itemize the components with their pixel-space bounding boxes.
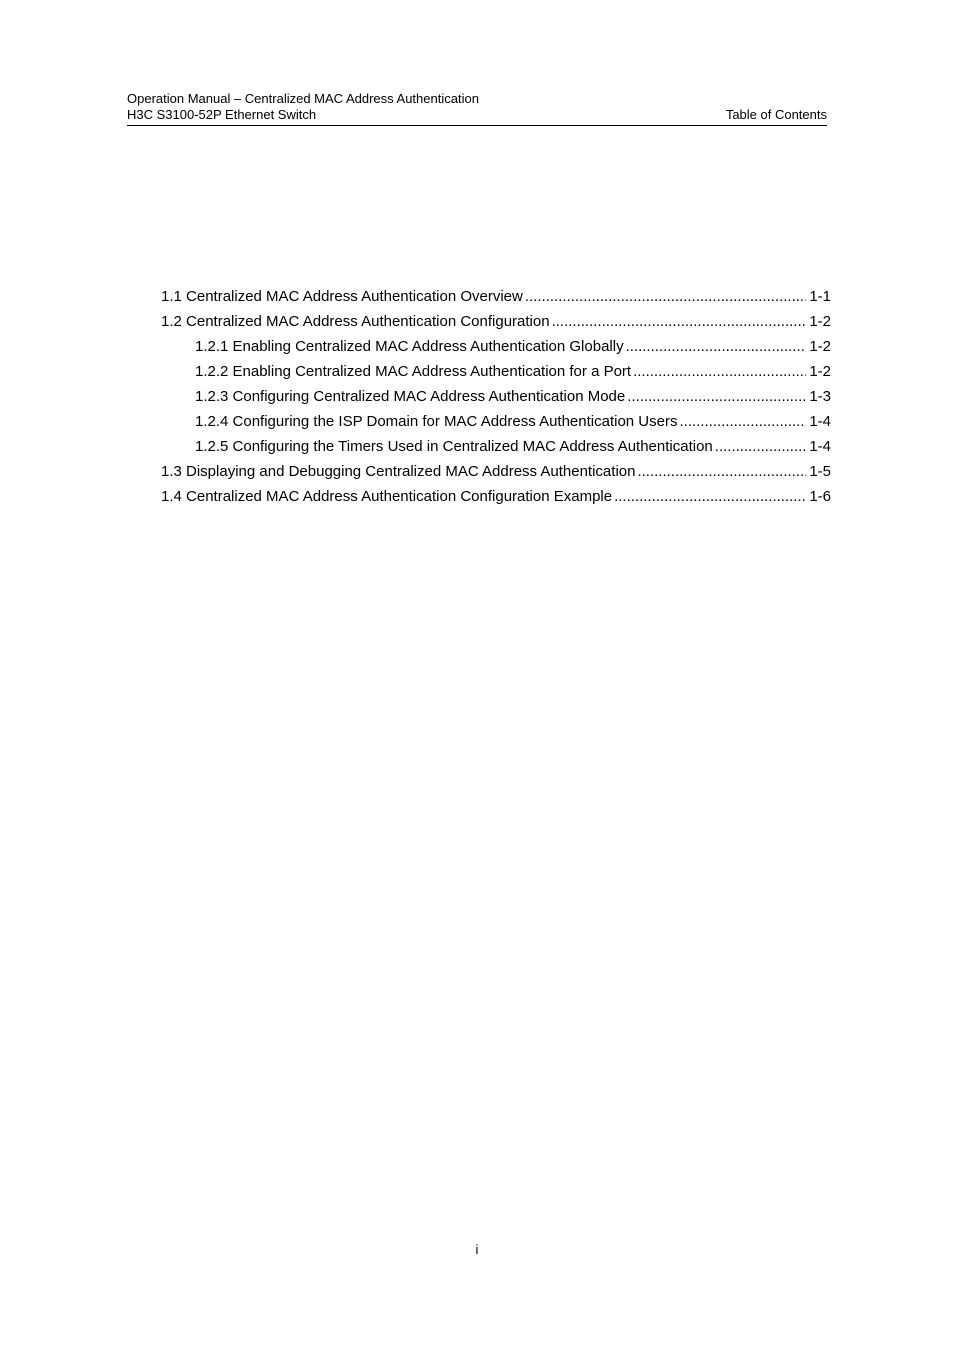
toc-entry[interactable] [161,337,831,362]
toc-entry[interactable] [161,387,831,412]
toc-entry[interactable] [161,312,831,337]
toc-dot-leader [552,312,807,332]
toc-entry[interactable] [161,487,831,512]
toc-entry[interactable] [161,437,831,462]
toc-entry-title: 1.1 Centralized MAC Address Authentication Overview [161,288,523,305]
toc-entry-title: 1.2.1 Enabling Centralized MAC Address Authentication Globally [195,338,624,355]
toc-dot-leader [679,412,806,432]
toc-entry-title: 1.2.2 Enabling Centralized MAC Address Authentication for a Port [195,363,632,380]
manual-title: Operation Manual – Centralized MAC Address Authentication [127,91,479,106]
toc-dot-leader [614,487,806,507]
toc-entry-title: 1.2.3 Configuring Centralized MAC Address Authentication Mode [195,388,626,405]
toc-dot-leader [637,462,806,482]
toc-entry-title: 1.2 Centralized MAC Address Authentication Configuration [161,313,550,330]
toc-entry-page: 1-2 [809,338,831,355]
page-header [127,91,827,126]
toc-dot-leader [715,437,807,457]
page-number: i [475,1242,479,1257]
toc-entry-page: 1-5 [809,463,831,480]
toc-entry[interactable] [161,362,831,387]
product-name: H3C S3100-52P Ethernet Switch [127,107,317,122]
toc-dot-leader [633,362,806,382]
toc-entry-page: 1-4 [809,438,831,455]
toc-entry-page: 1-1 [809,288,831,305]
toc-dot-leader [627,387,806,407]
toc-entry-title: 1.3 Displaying and Debugging Centralized MAC Address Authentication [161,463,636,480]
toc-dot-leader [525,287,806,307]
table-of-contents [161,287,831,512]
toc-entry-page: 1-2 [809,363,831,380]
toc-entry-title: 1.2.4 Configuring the ISP Domain for MAC Address Authentication Users [195,413,678,430]
section-name: Table of Contents [725,107,827,122]
toc-entry[interactable] [161,462,831,487]
toc-entry-page: 1-3 [809,388,831,405]
toc-entry[interactable] [161,287,831,312]
toc-entry-page: 1-2 [809,313,831,330]
toc-entry-title: 1.4 Centralized MAC Address Authentication Configuration Example [161,488,613,505]
toc-entry-page: 1-4 [809,413,831,430]
toc-dot-leader [626,337,807,357]
toc-entry-title: 1.2.5 Configuring the Timers Used in Centralized MAC Address Authentication [195,438,713,455]
toc-entry-page: 1-6 [809,488,831,505]
toc-entry[interactable] [161,412,831,437]
